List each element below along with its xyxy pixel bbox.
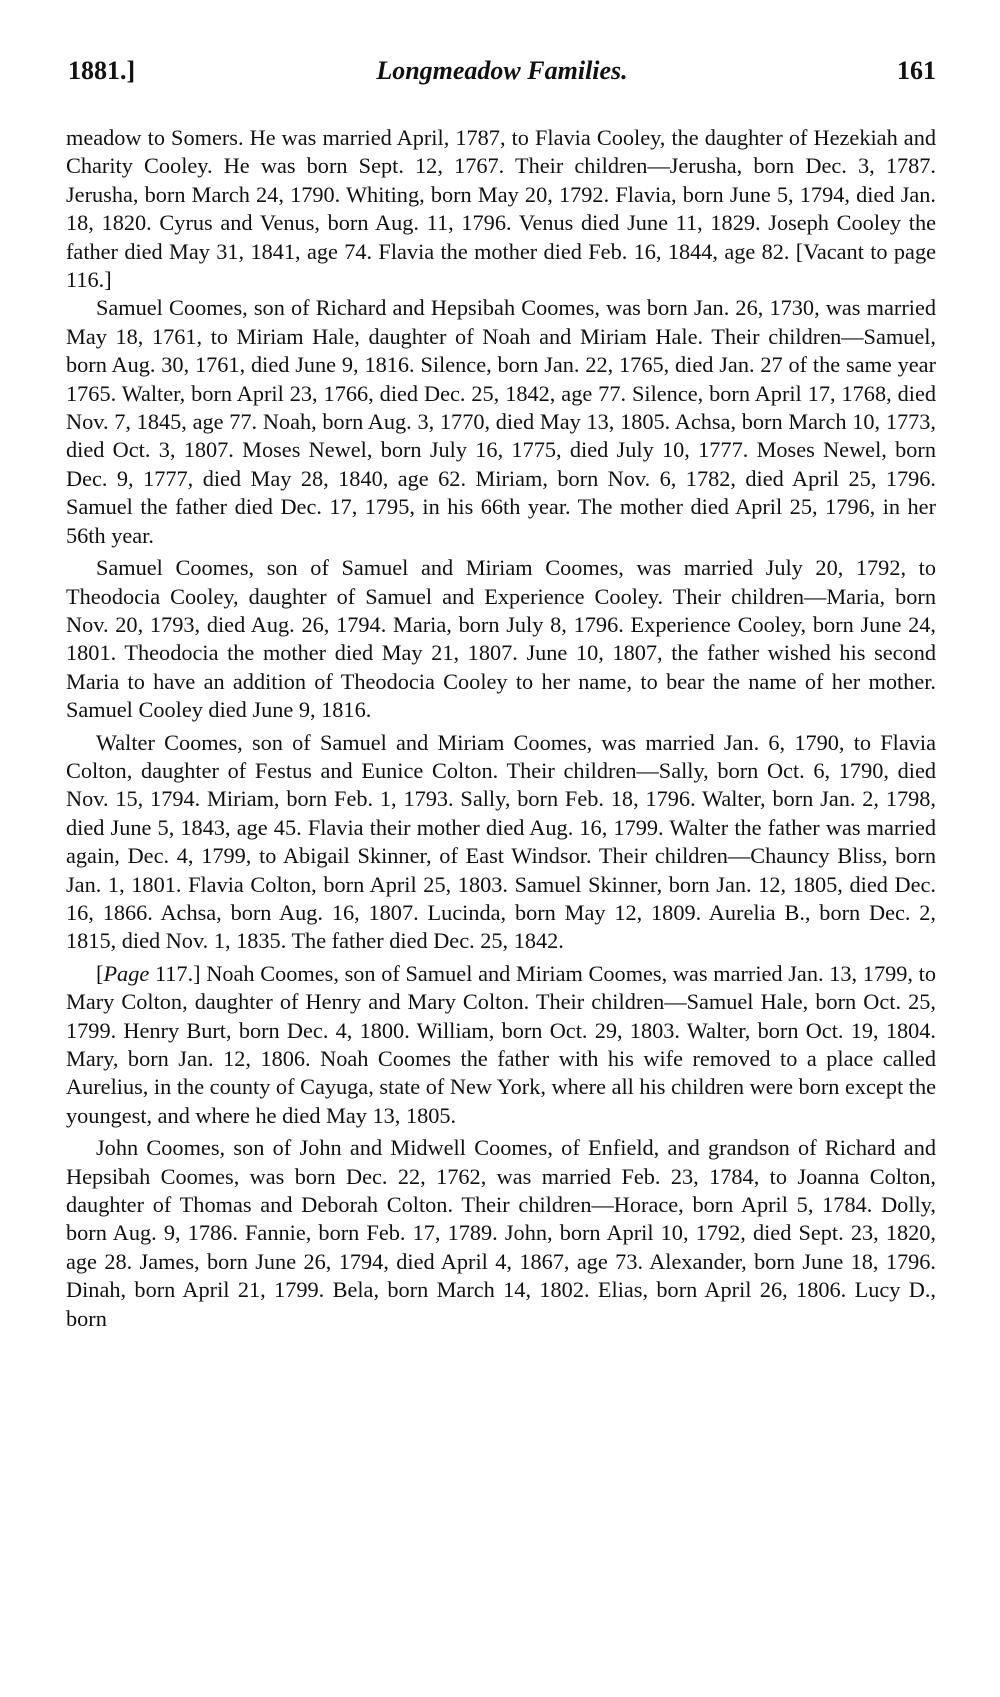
running-title: Longmeadow Families. xyxy=(376,56,628,85)
paragraph-walter: Walter Coomes, son of Samuel and Miriam Coomes, was married Jan. 6, 1790, to Flavia Colton, daughter of Festus and Eunice Colton. Their children—Sally, born Oct. 6, 1790, died Nov. 15, 1794. Miriam, born Feb. 1, 1793. Sally, born Feb. 18, 1796. Walter, born Jan. 2, 1798, died June 5, 1843, age 45. Flavia their mother died Aug. 16, 1799. Walter the father was married again, Dec. 4, 1799, to Abigail Skinner, of East Windsor. Their children—Chauncy Bliss, born Jan. 1, 1801. Flavia Colton, born April 25, 1803. Samuel Skinner, born Jan. 12, 1805, died Dec. 16, 1866. Achsa, born Aug. 16, 1807. Lucinda, born May 12, 1809. Aurelia B., born Dec. 2, 1815, died Nov. 1, 1835. The father died Dec. 25, 1842. xyxy=(66,729,936,954)
header-year: 1881.] xyxy=(68,56,136,85)
paragraph-continuation: meadow to Somers. He was married April, 1787, to Flavia Cooley, the daughter of Hezekiah and Charity Cooley. He was born Sept. 12, 1767. Their children—Jerusha, born Dec. 3, 1787. Jerusha, born March 24, 1790. Whiting, born May 20, 1792. Flavia, born June 5, 1794, died Jan. 18, 1820. Cyrus and Venus, born Aug. 11, 1796. Venus died June 11, 1829. Joseph Cooley the father died May 31, 1841, age 74. Flavia the mother died Feb. 16, 1844, age 82. [Vacant to page 116.] xyxy=(66,125,936,293)
page-ref-word: Page xyxy=(103,960,150,986)
page-header xyxy=(68,56,936,96)
paragraph-samuel-sr: Samuel Coomes, son of Richard and Hepsibah Coomes, was born Jan. 26, 1730, was married May 18, 1761, to Miriam Hale, daughter of Noah and Miriam Hale. Their children—Samuel, born Aug. 30, 1761, died June 9, 1816. Silence, born Jan. 22, 1765, died Jan. 27 of the same year 1765. Walter, born April 23, 1766, died Dec. 25, 1842, age 77. Silence, born April 17, 1768, died Nov. 7, 1845, age 77. Noah, born Aug. 3, 1770, died May 13, 1805. Achsa, born March 10, 1773, died Oct. 3, 1807. Moses Newel, born July 16, 1775, died July 10, 1777. Moses Newel, born Dec. 9, 1777, died May 28, 1840, age 62. Miriam, born Nov. 6, 1782, died April 25, 1796. Samuel the father died Dec. 17, 1795, in his 66th year. The mother died April 25, 1796, in her 56th year. xyxy=(66,295,936,548)
page-number: 161 xyxy=(897,56,936,85)
paragraph-samuel-jr: Samuel Coomes, son of Samuel and Miriam Coomes, was married July 20, 1792, to Theodocia Cooley, daughter of Samuel and Experience Cooley. Their children—Maria, born Nov. 20, 1793, died Aug. 26, 1794. Maria, born July 8, 1796. Experience Cooley, born June 24, 1801. Theodocia the mother died May 21, 1807. June 10, 1807, the father wished his second Maria to have an addition of Theodocia Cooley to her name, to bear the name of her mother. Samuel Cooley died June 9, 1816. xyxy=(66,555,936,723)
paragraph-noah xyxy=(66,960,936,1130)
page-body xyxy=(66,124,936,1333)
paragraph-noah-text: Noah Coomes, son of Samuel and Miriam Coomes, was married Jan. 13, 1799, to Mary Colton, daughter of Henry and Mary Colton. Their children—Samuel Hale, born Oct. 25, 1799. Henry Burt, born Dec. 4, 1800. William, born Oct. 29, 1803. Walter, born Oct. 19, 1804. Mary, born Jan. 12, 1806. Noah Coomes the father with his wife removed to a place called Aurelius, in the county of Cayuga, state of New York, where all his children were born except the youngest, and where he died May 13, 1805. xyxy=(66,960,936,1128)
page-ref-open: [ xyxy=(96,960,104,986)
page-ref-rest: 117.] xyxy=(149,960,201,986)
paragraph-john: John Coomes, son of John and Midwell Coomes, of Enfield, and grandson of Richard and Hepsibah Coomes, was born Dec. 22, 1762, was married Feb. 23, 1784, to Joanna Colton, daughter of Thomas and Deborah Colton. Their children—Horace, born April 5, 1784. Dolly, born Aug. 9, 1786. Fannie, born Feb. 17, 1789. John, born April 10, 1792, died Sept. 23, 1820, age 28. James, born June 26, 1794, died April 4, 1867, age 73. Alexander, born June 18, 1796. Dinah, born April 21, 1799. Bela, born March 14, 1802. Elias, born April 26, 1806. Lucy D., born xyxy=(66,1135,936,1331)
